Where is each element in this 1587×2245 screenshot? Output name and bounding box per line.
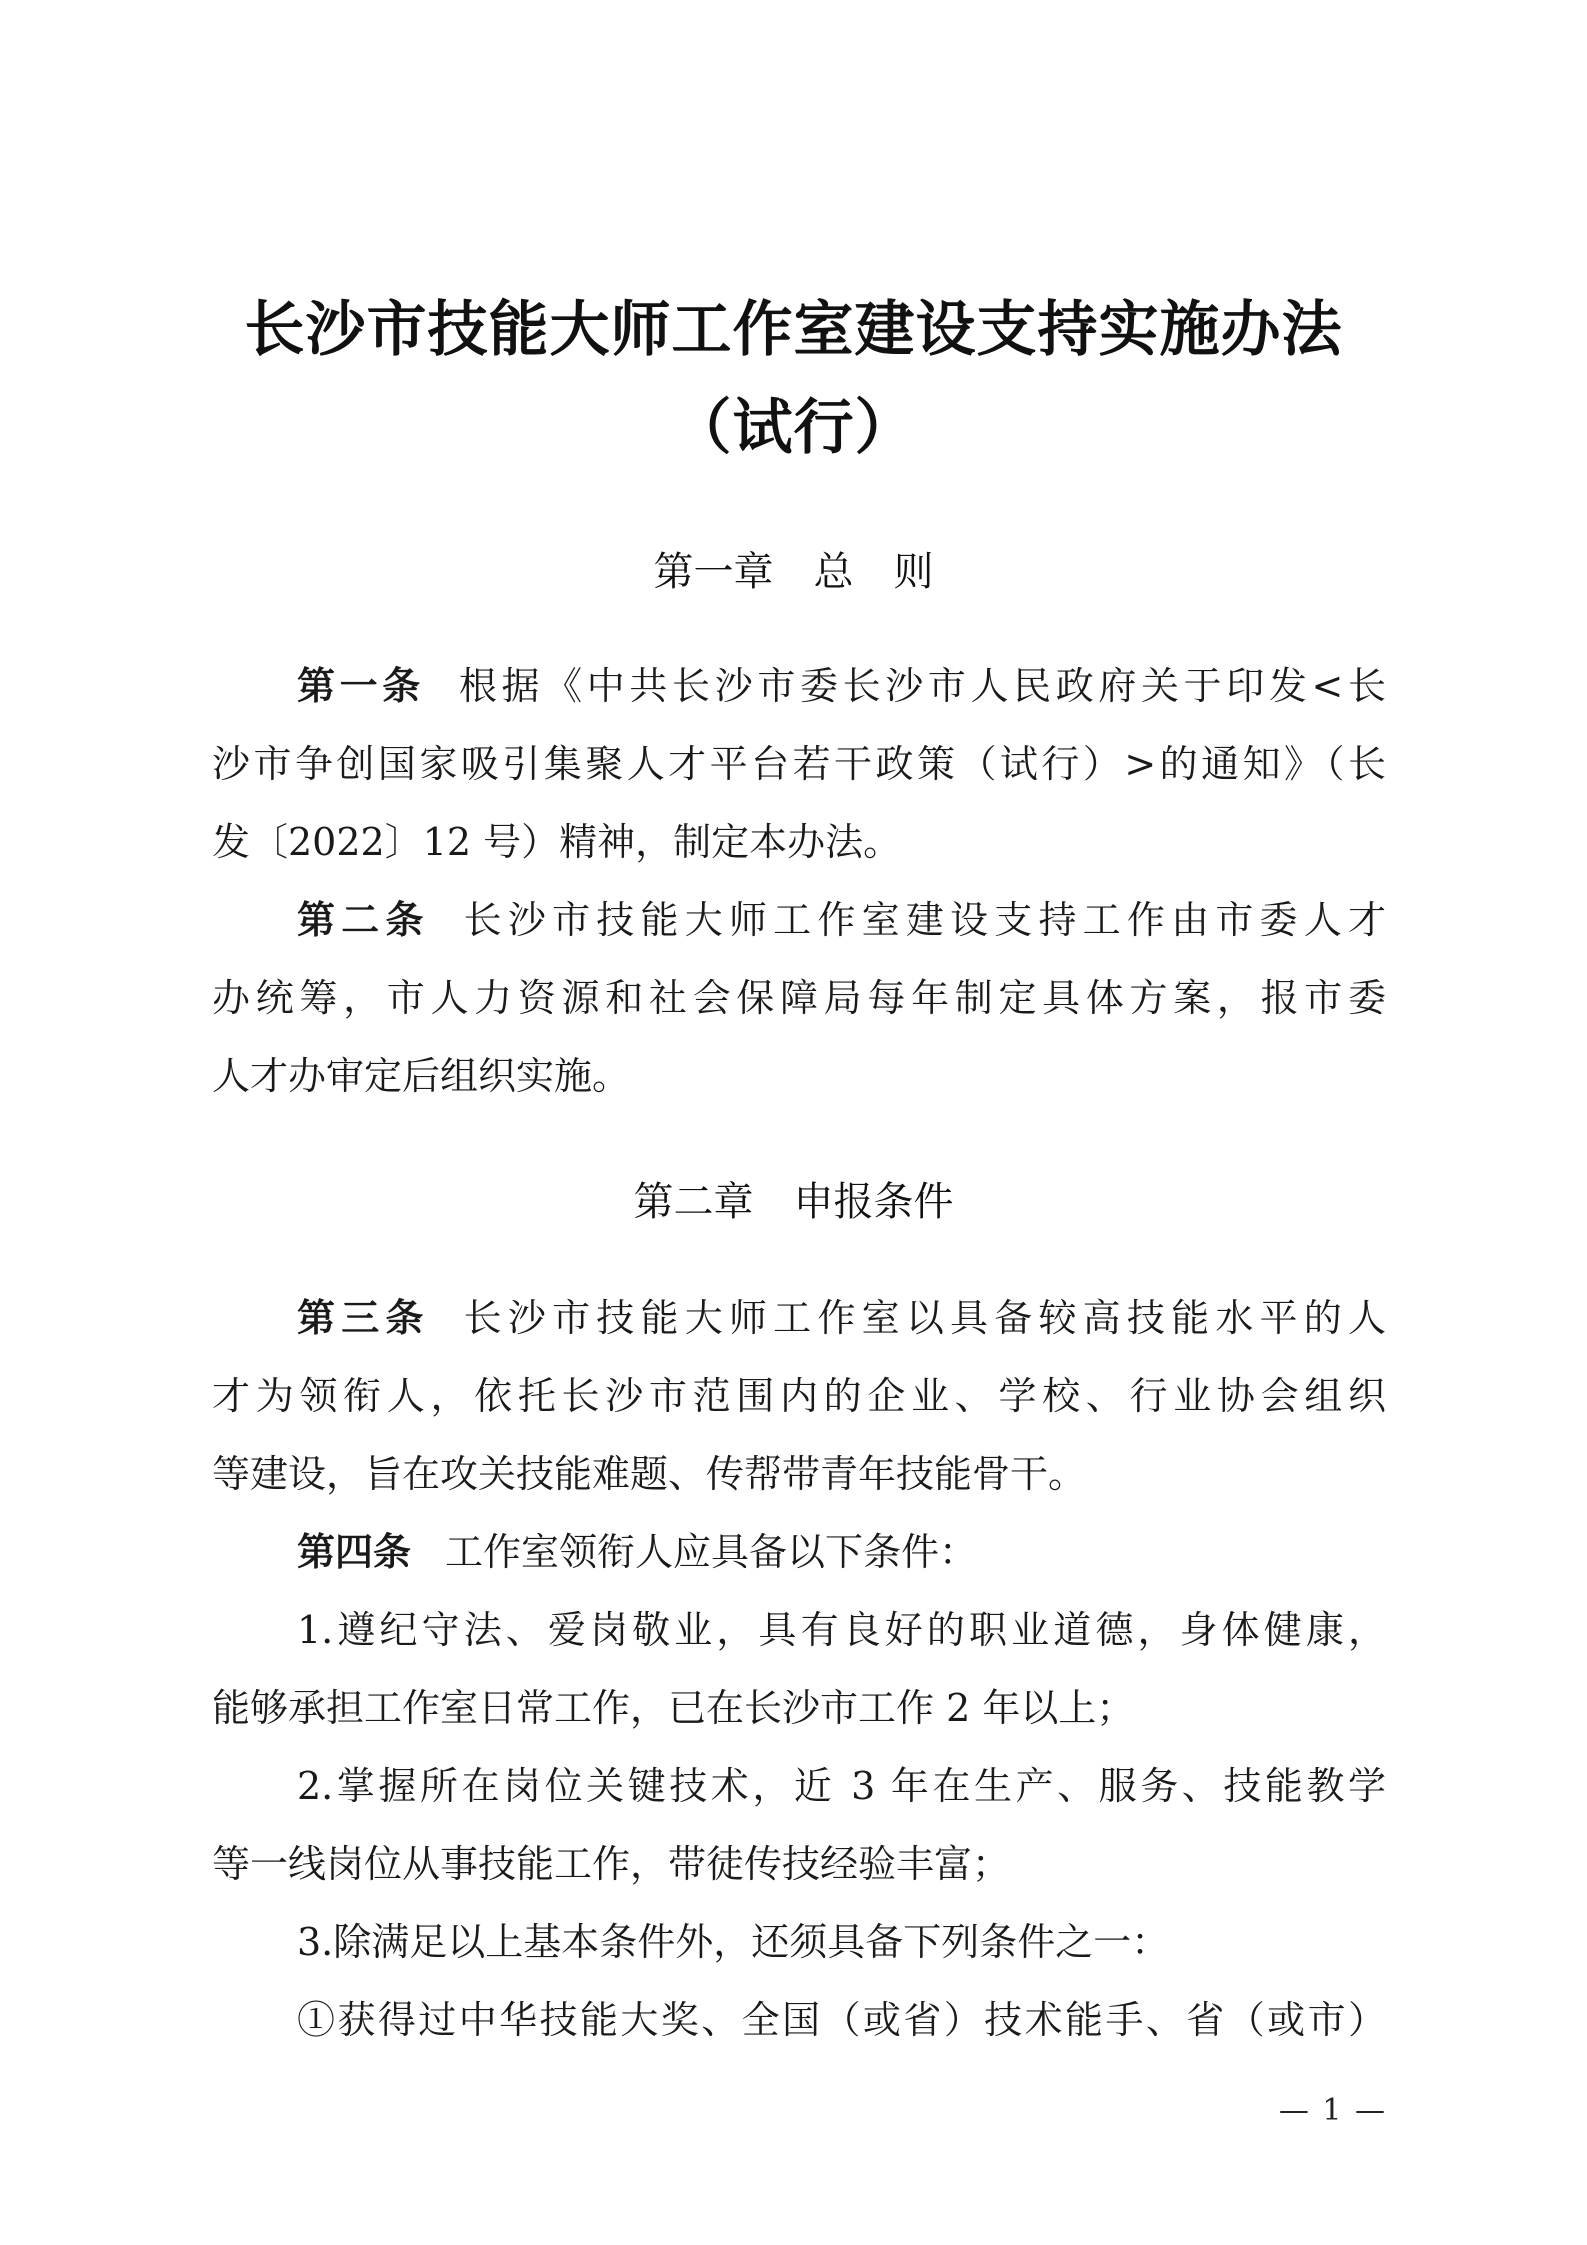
- article-4-label: 第四条: [297, 1530, 412, 1574]
- article-3-line-2: 才为领衔人，依托长沙市范围内的企业、学校、行业协会组织: [212, 1374, 1386, 1418]
- article-4-item-3-line-1: 3.除满足以上基本条件外，还须具备下列条件之一：: [297, 1920, 1170, 1964]
- article-2-line-3: 人才办审定后组织实施。: [212, 1054, 631, 1098]
- article-3-line-3: 等建设，旨在攻关技能难题、传帮带青年技能骨干。: [212, 1452, 1087, 1496]
- article-1-label: 第一条: [297, 664, 425, 708]
- article-3-line-1: [297, 1290, 1386, 1346]
- article-3-text-1: 长沙市技能大师工作室以具备较高技能水平的人: [463, 1296, 1386, 1340]
- article-4-item-2-line-1: 2.掌握所在岗位关键技术，近 3 年在生产、服务、技能教学: [297, 1764, 1386, 1808]
- article-4-item-1-line-1: 1.遵纪守法、爱岗敬业，具有良好的职业道德，身体健康，: [297, 1608, 1386, 1652]
- article-1-text-1: 根据《中共长沙市委长沙市人民政府关于印发<长: [458, 664, 1386, 708]
- article-4-line-1: [297, 1524, 1386, 1580]
- article-1-line-1: [297, 658, 1386, 714]
- document-title-line2: （试行）: [671, 393, 916, 463]
- document-title-line1: 长沙市技能大师工作室建设支持实施办法: [244, 295, 1343, 365]
- article-2-label: 第二条: [297, 898, 430, 942]
- chapter-heading-1: 第一章 总 则: [653, 549, 934, 595]
- article-4-sub-1-line-1: ①获得过中华技能大奖、全国（或省）技术能手、省（或市）: [297, 1998, 1386, 2042]
- article-4-text-1: 工作室领衔人应具备以下条件：: [445, 1530, 978, 1574]
- article-4-item-2-line-2: 等一线岗位从事技能工作，带徒传技经验丰富；: [212, 1842, 1011, 1886]
- article-1-line-2: 沙市争创国家吸引集聚人才平台若干政策（试行）>的通知》（长: [212, 742, 1386, 786]
- page-number: — 1 —: [1278, 2093, 1387, 2128]
- chapter-heading-2: 第二章 申报条件: [633, 1179, 954, 1225]
- article-2-text-1: 长沙市技能大师工作室建设支持工作由市委人才: [463, 898, 1386, 942]
- article-4-item-1-line-2: 能够承担工作室日常工作，已在长沙市工作 2 年以上；: [212, 1686, 1135, 1730]
- article-2-line-2: 办统筹，市人力资源和社会保障局每年制定具体方案，报市委: [212, 976, 1386, 1020]
- article-3-label: 第三条: [297, 1296, 430, 1340]
- article-1-line-3: 发〔2022〕12 号）精神，制定本办法。: [212, 820, 902, 864]
- article-2-line-1: [297, 892, 1386, 948]
